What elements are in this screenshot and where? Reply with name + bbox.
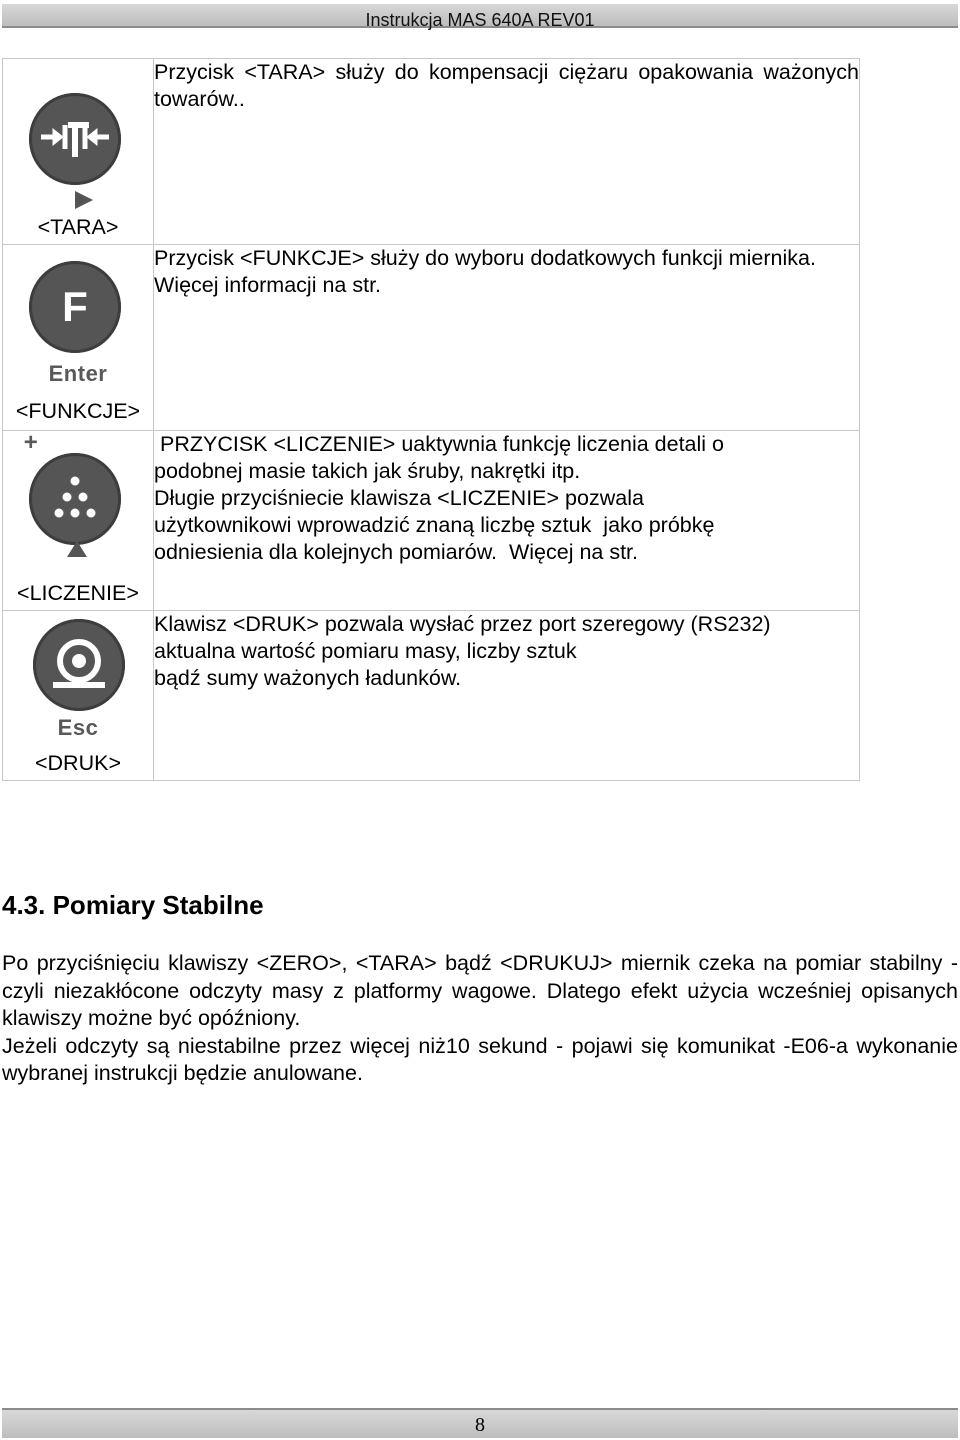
icon-cell-funkcje bbox=[3, 245, 154, 431]
header-bar bbox=[2, 4, 958, 28]
icon-cell-druk bbox=[3, 611, 154, 781]
description-line: aktualna wartość pomiaru masy, liczby sztuk bbox=[154, 639, 577, 663]
key-description-table bbox=[2, 58, 860, 781]
document-title: Instrukcja MAS 640A REV01 bbox=[365, 10, 595, 30]
play-arrow-icon bbox=[73, 189, 95, 211]
icon-cell-liczenie bbox=[3, 431, 154, 611]
counting-button-icon bbox=[29, 453, 121, 545]
table-row bbox=[3, 245, 860, 431]
key-label-tara: <TARA> bbox=[37, 215, 119, 239]
table-row bbox=[3, 59, 860, 245]
tara-description: Przycisk <TARA> służy do kompensacji ciężaru opakowania ważonych towarów.. bbox=[154, 59, 860, 245]
print-button-icon bbox=[33, 619, 125, 711]
funkcje-description: Przycisk <FUNKCJE> służy do wyboru dodatkowych funkcji miernika. Więcej informacji na str. bbox=[154, 245, 860, 431]
section-heading: 4.3. Pomiary Stabilne bbox=[2, 890, 264, 920]
druk-description bbox=[154, 611, 860, 781]
esc-sublabel: Esc bbox=[57, 715, 99, 740]
description-line: odniesienia dla kolejnych pomiarów. Więcej na str. bbox=[154, 540, 639, 564]
function-button-icon bbox=[29, 261, 121, 353]
icon-cell-tara bbox=[3, 59, 154, 245]
paragraph: Jeżeli odczyty są niestabilne przez więcej niż10 sekund - pojawi się komunikat -E06-a wykonanie wybranej instrukcji będzie anulowane. bbox=[2, 1033, 958, 1085]
liczenie-description bbox=[154, 431, 860, 611]
footer-bar bbox=[2, 1408, 958, 1438]
description-line: bądź sumy ważonych ładunków. bbox=[154, 666, 462, 690]
paragraph: Po przyciśnięciu klawiszy <ZERO>, <TARA> bądź <DRUKUJ> miernik czeka na pomiar stabilny - czyli niezakłócone odczyty masy z platformy wagowe. Dlatego efekt użycia wcześniej opisanych klawiszy możne być opóźniony. bbox=[2, 951, 958, 1030]
plus-sublabel: + bbox=[23, 429, 39, 456]
triangle-up-icon bbox=[65, 539, 89, 559]
tare-button-icon bbox=[29, 93, 121, 185]
description-line: użytkownikowi wprowadzić znaną liczbę sztuk jako próbkę bbox=[154, 513, 715, 537]
description-line: Klawisz <DRUK> pozwala wysłać przez port szeregowy (RS232) bbox=[154, 612, 771, 636]
description-line: podobnej masie takich jak śruby, nakrętki itp. bbox=[154, 459, 581, 483]
table-row bbox=[3, 431, 860, 611]
section-body bbox=[2, 950, 958, 1088]
description-line: Długie przyciśniecie klawisza <LICZENIE> pozwala bbox=[154, 486, 644, 510]
description-line: PRZYCISK <LICZENIE> uaktywnia funkcję liczenia detali o bbox=[154, 432, 725, 456]
key-label-liczenie: <LICZENIE> bbox=[17, 581, 139, 605]
table-row bbox=[3, 611, 860, 781]
page-number: 8 bbox=[475, 1414, 485, 1436]
key-label-druk: <DRUK> bbox=[34, 751, 122, 775]
svg-text:F: F bbox=[62, 283, 88, 330]
enter-sublabel: Enter bbox=[48, 361, 108, 386]
key-label-funkcje: <FUNKCJE> bbox=[15, 399, 141, 423]
